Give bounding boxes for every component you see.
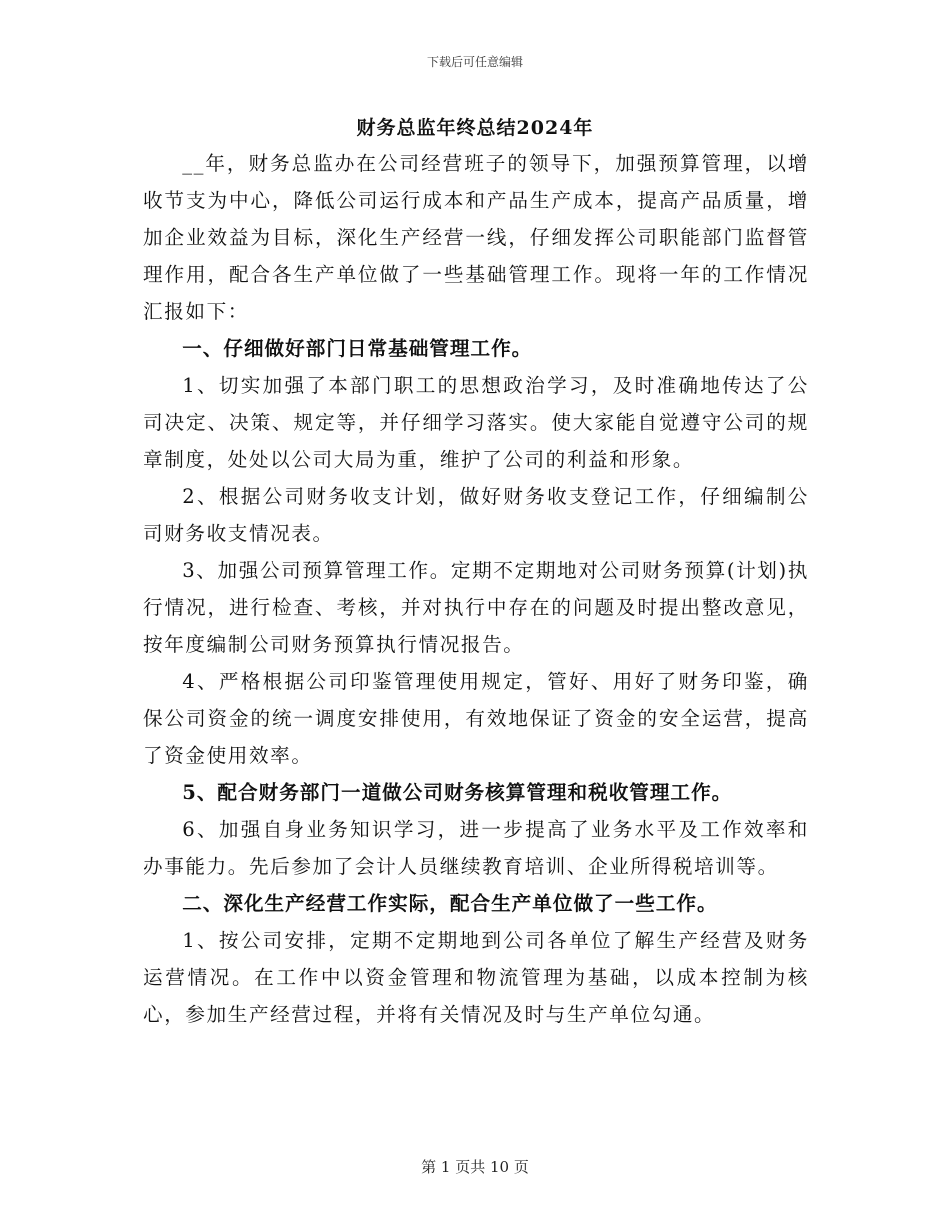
page-number: 第 1 页共 10 页 <box>421 1158 529 1176</box>
section-1-item-3: 3、加强公司预算管理工作。定期不定期地对公司财务预算(计划)执行情况，进行检查、考核，并对执行中存在的问题及时提出整改意见，按年度编制公司财务预算执行情况报告。 <box>143 559 809 656</box>
section-heading-2: 二、深化生产经营工作实际，配合生产单位做了一些工作。 <box>182 892 718 915</box>
document-body <box>143 145 809 1033</box>
section-1-item-5: 5、配合财务部门一道做公司财务核算管理和税收管理工作。 <box>182 781 733 804</box>
section-heading-1: 一、仔细做好部门日常基础管理工作。 <box>182 337 533 360</box>
section-2-item-1: 1、按公司安排，定期不定期地到公司各单位了解生产经营及财务运营情况。在工作中以资金管理和物流管理为基础，以成本控制为核心，参加生产经营过程，并将有关情况及时与生产单位勾通。 <box>143 929 809 1026</box>
section-1-item-2: 2、根据公司财务收支计划，做好财务收支登记工作，仔细编制公司财务收支情况表。 <box>143 485 809 545</box>
section-1-item-1: 1、切实加强了本部门职工的思想政治学习，及时准确地传达了公司决定、决策、规定等，并仔细学习落实。使大家能自觉遵守公司的规章制度，处处以公司大局为重，维护了公司的利益和形象。 <box>143 374 809 471</box>
intro-paragraph: __年，财务总监办在公司经营班子的领导下，加强预算管理，以增收节支为中心，降低公司运行成本和产品生产成本，提高产品质量，增加企业效益为目标，深化生产经营一线，仔细发挥公司职能部门监督管理作用，配合各生产单位做了一些基础管理工作。现将一年的工作情况汇报如下： <box>143 152 809 323</box>
page-header: 下载后可任意编辑 <box>426 55 523 69</box>
section-1-item-6: 6、加强自身业务知识学习，进一步提高了业务水平及工作效率和办事能力。先后参加了会计人员继续教育培训、企业所得税培训等。 <box>143 818 809 878</box>
document-title: 财务总监年终总结2024年 <box>356 117 594 139</box>
section-1-item-4: 4、严格根据公司印鉴管理使用规定，管好、用好了财务印鉴，确保公司资金的统一调度安排使用，有效地保证了资金的安全运营，提高了资金使用效率。 <box>143 670 809 767</box>
